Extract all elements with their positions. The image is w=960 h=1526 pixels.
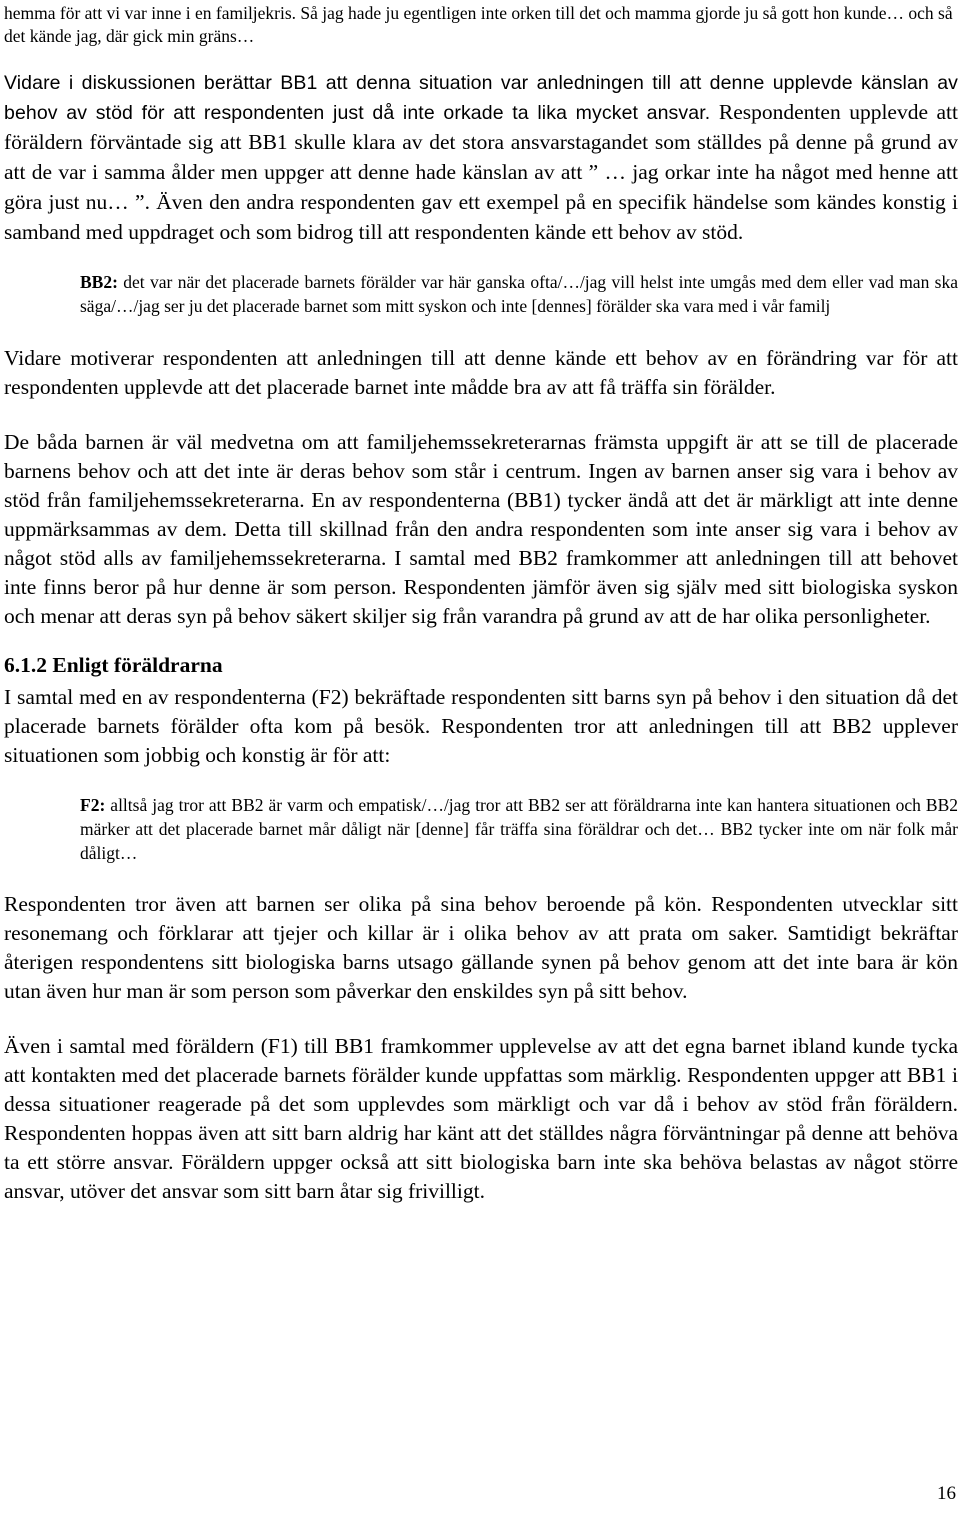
quote-f2 [80,793,958,865]
page-number: 16 [937,1483,956,1504]
quote-bb2 [80,270,958,318]
top-quote: hemma för att vi var inne i en familjekris. Så jag hade ju egentligen inte orken till det och mamma gjorde ju så gott hon kunde… och så det kände jag, där gick min gräns… [4,3,953,46]
paragraph-f1-conversation: Även i samtal med föräldern (F1) till BB1 framkommer upplevelse av att det egna barnet ibland kunde tycka att kontakten med det placerade barnets förälder kunde uppfattas som märklig. Respondenten uppger att BB1 i dessa situationer reagerade på det som upplevdes som märkligt och var då i behov av stöd från föräldern. Respondenten hoppas även att sitt barn aldrig har känt att det ställdes några förväntningar på denne att behöva ta ett större ansvar. Föräldern uppger också att sitt biologiska barn inte ska behöva belastas av något större ansvar, utöver det ansvar som sitt barn åtar sig frivilligt. [4,1034,958,1203]
paragraph-children-awareness: De båda barnen är väl medvetna om att familjehemssekreterarnas främsta uppgift är att se till de placerade barnens behov och att det inte är deras behov som står i centrum. Ingen av barnen anser sig vara i behov av stöd från familjehemssekreterarna. En av respondenterna (BB1) tycker ändå att det är märkligt att inte denne uppmärksammas av dem. Detta till skillnad från den andra respondenten som inte anser sig vara i behov av något stöd alls av familjehemssekreterarna. I samtal med BB2 framkommer att anledningen till att behovet inte finns beror på hur denne är som person. Respondenten jämför även sig själv med sitt biologiska syskon och menar att deras syn på behov säkert skiljer sig från varandra på grund av att de har olika personligheter. [4,430,958,628]
quote-speaker: BB2: [80,272,118,292]
paragraph-serif-text: Respondenten upplevde att föräldern förväntade sig att BB1 skulle klara av det stora ansvarstagandet som ställdes på denne på grund av att de var i samma ålder men uppger att denne hade känslan av att ” … jag orkar inte ha något med henne att göra just nu… ”. Även den andra respondenten gav ett exempel på en specifik händelse som kändes konstig i samband med uppdraget och som bidrog till att respondenten kände ett behov av stöd. [4,100,958,244]
document-page [4,0,958,1206]
paragraph-bb1-situation [4,69,958,248]
section-heading: 6.1.2 Enligt föräldrarna [4,653,223,677]
paragraph-f2-confirmation: I samtal med en av respondenterna (F2) bekräftade respondenten sitt barns syn på behov i den situation då det placerade barnets förälder ofta kom på besök. Respondenten tror att anledningen till att BB2 upplever situationen som jobbig och konstig är för att: [4,685,958,767]
quote-text: det var när det placerade barnets förälder var här ganska ofta/…/jag vill helst inte umgås med dem eller vad man ska säga/…/jag ser ju det placerade barnet som mitt syskon och inte [dennes] förälder ska vara med i vår familj [80,272,958,316]
quote-speaker: F2: [80,795,106,815]
quote-text: alltså jag tror att BB2 är varm och empatisk/…/jag tror att BB2 ser att föräldrarna inte kan hantera situationen och BB2 märker att det placerade barnet mår dåligt när [denne] får träffa sina föräldrar och det… BB2 tycker inte om när folk mår dåligt… [80,795,958,863]
paragraph-motivation: Vidare motiverar respondenten att anledningen till att denne kände ett behov av en förändring var för att respondenten upplevde att det placerade barnet inte mådde bra av att få träffa sin förälder. [4,346,958,399]
paragraph-gender-needs: Respondenten tror även att barnen ser olika på sina behov beroende på kön. Respondenten utvecklar sitt resonemang och förklarar att tjejer och killar är i olika behov av att prata om saker. Samtidigt bekräftar återigen respondentens sitt biologiska barns utsago gällande synen på behov genom att det inte bara är kön utan även hur man är som person som påverkar den enskildes syn på sitt behov. [4,892,958,1003]
paragraph-sans-text: Vidare i diskussionen berättar BB1 att denna situation var anledningen till att denne upplevde känslan av behov av stöd för att respondenten just då inte orkade ta lika mycket ansvar. [4,72,958,124]
